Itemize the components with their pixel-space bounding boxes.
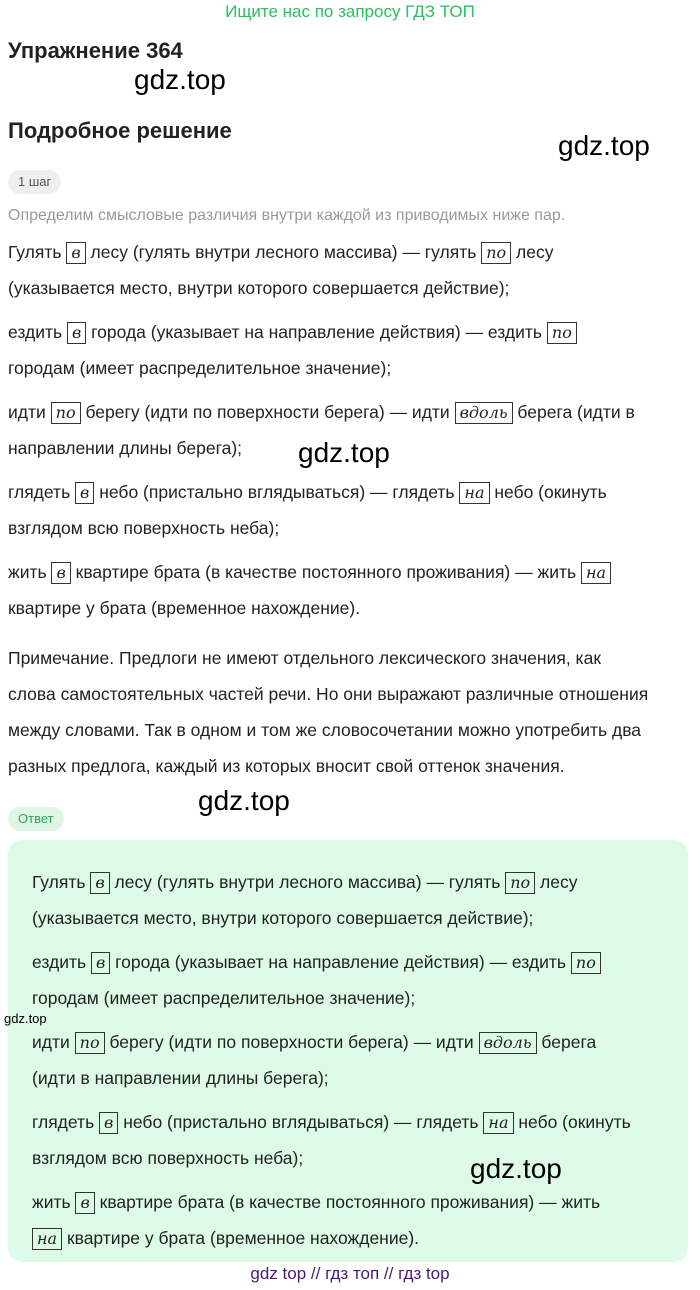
preposition-box: вдоль xyxy=(479,1032,537,1054)
watermark: gdz.top xyxy=(558,130,650,161)
text: небо (окинуть xyxy=(513,1112,631,1132)
promo-banner: Ищите нас по запросу ГДЗ ТОП xyxy=(225,2,475,21)
preposition-box: в xyxy=(90,872,109,894)
note-paragraph xyxy=(8,640,692,784)
text: направлении длины берега); xyxy=(8,438,243,458)
answer-item xyxy=(32,1104,682,1176)
text: берегу (идти по поверхности берега) — идти xyxy=(80,402,455,422)
answer-list xyxy=(32,864,682,1256)
text: квартире брата (в качестве постоянного проживания) — жить xyxy=(70,562,581,582)
text: небо (пристально вглядываться) — глядеть xyxy=(94,482,460,502)
preposition-box: по xyxy=(571,952,601,974)
watermark: gdz.top xyxy=(198,785,290,816)
preposition-box: по xyxy=(75,1032,105,1054)
answer-item xyxy=(32,864,682,936)
step-badge: 1 шаг xyxy=(8,170,61,194)
preposition-box: по xyxy=(481,242,511,264)
text: взглядом всю поверхность неба); xyxy=(32,1148,304,1168)
text: ездить xyxy=(8,322,67,342)
answer-item xyxy=(32,1184,682,1256)
answer-item xyxy=(32,1024,682,1096)
preposition-box: на xyxy=(459,482,489,504)
watermark: gdz.top xyxy=(134,64,226,95)
preposition-box: в xyxy=(75,482,94,504)
page-title: Упражнение 364 xyxy=(8,38,183,63)
preposition-box: в xyxy=(67,322,86,344)
footer-links[interactable]: gdz top // гдз топ // гдз top xyxy=(250,1264,450,1283)
text: берега (идти в xyxy=(512,402,635,422)
text: жить xyxy=(32,1192,76,1212)
text: городам (имеет распределительное значение); xyxy=(8,358,392,378)
text: небо (пристально вглядываться) — глядеть xyxy=(118,1112,484,1132)
text: квартире у брата (временное нахождение). xyxy=(62,1228,420,1248)
note-line: разных предлога, каждый из которых вносит свой оттенок значения. xyxy=(8,756,565,776)
watermark: gdz.top xyxy=(298,437,390,468)
preposition-box: по xyxy=(51,402,81,424)
solution-item xyxy=(8,314,692,386)
text: ездить xyxy=(32,952,91,972)
preposition-box: на xyxy=(483,1112,513,1134)
preposition-box: в xyxy=(66,242,85,264)
text: взглядом всю поверхность неба); xyxy=(8,518,280,538)
text: лесу (гулять внутри лесного массива) — гулять xyxy=(85,242,482,262)
solution-item xyxy=(8,234,692,306)
preposition-box: в xyxy=(91,952,110,974)
preposition-box: в xyxy=(51,562,70,584)
preposition-box: вдоль xyxy=(455,402,513,424)
text: (идти в направлении длины берега); xyxy=(32,1068,329,1088)
answer-item xyxy=(32,944,682,1016)
text: города (указывает на направление действия) — ездить xyxy=(86,322,547,342)
answer-badge: Ответ xyxy=(8,807,64,831)
preposition-box: в xyxy=(99,1112,118,1134)
text: квартире брата (в качестве постоянного проживания) — жить xyxy=(94,1192,601,1212)
note-line: между словами. Так в одном и том же словосочетании можно употребить два xyxy=(8,720,642,740)
solution-item xyxy=(8,474,692,546)
text: Гулять xyxy=(32,872,91,892)
text: берегу (идти по поверхности берега) — идти xyxy=(104,1032,479,1052)
text: лесу (гулять внутри лесного массива) — гулять xyxy=(109,872,506,892)
text: глядеть xyxy=(8,482,76,502)
preposition-box: в xyxy=(75,1192,94,1214)
text: лесу xyxy=(535,872,578,892)
note-line: Примечание. Предлоги не имеют отдельного лексического значения, как xyxy=(8,648,601,668)
preposition-box: по xyxy=(547,322,577,344)
section-title: Подробное решение xyxy=(8,118,232,143)
solution-item xyxy=(8,554,692,626)
preposition-box: на xyxy=(581,562,611,584)
preposition-box: на xyxy=(32,1228,62,1250)
text: (указывается место, внутри которого совершается действие); xyxy=(32,908,534,928)
text: идти xyxy=(32,1032,75,1052)
text: городам (имеет распределительное значение); xyxy=(32,988,416,1008)
text: берега xyxy=(536,1032,597,1052)
text: (указывается место, внутри которого совершается действие); xyxy=(8,278,510,298)
solution-list xyxy=(8,234,692,626)
text: города (указывает на направление действия) — ездить xyxy=(110,952,571,972)
preposition-box: по xyxy=(505,872,535,894)
text: идти xyxy=(8,402,51,422)
watermark: gdz.top xyxy=(470,1153,562,1184)
text: лесу xyxy=(511,242,554,262)
text: небо (окинуть xyxy=(489,482,607,502)
watermark: gdz.top xyxy=(4,1011,47,1026)
text: квартире у брата (временное нахождение). xyxy=(8,598,361,618)
text: Гулять xyxy=(8,242,67,262)
note-line: слова самостоятельных частей речи. Но они выражают различные отношения xyxy=(8,684,649,704)
text: глядеть xyxy=(32,1112,100,1132)
intro-text: Определим смысловые различия внутри каждой из приводимых ниже пар. xyxy=(8,207,566,224)
text: жить xyxy=(8,562,52,582)
